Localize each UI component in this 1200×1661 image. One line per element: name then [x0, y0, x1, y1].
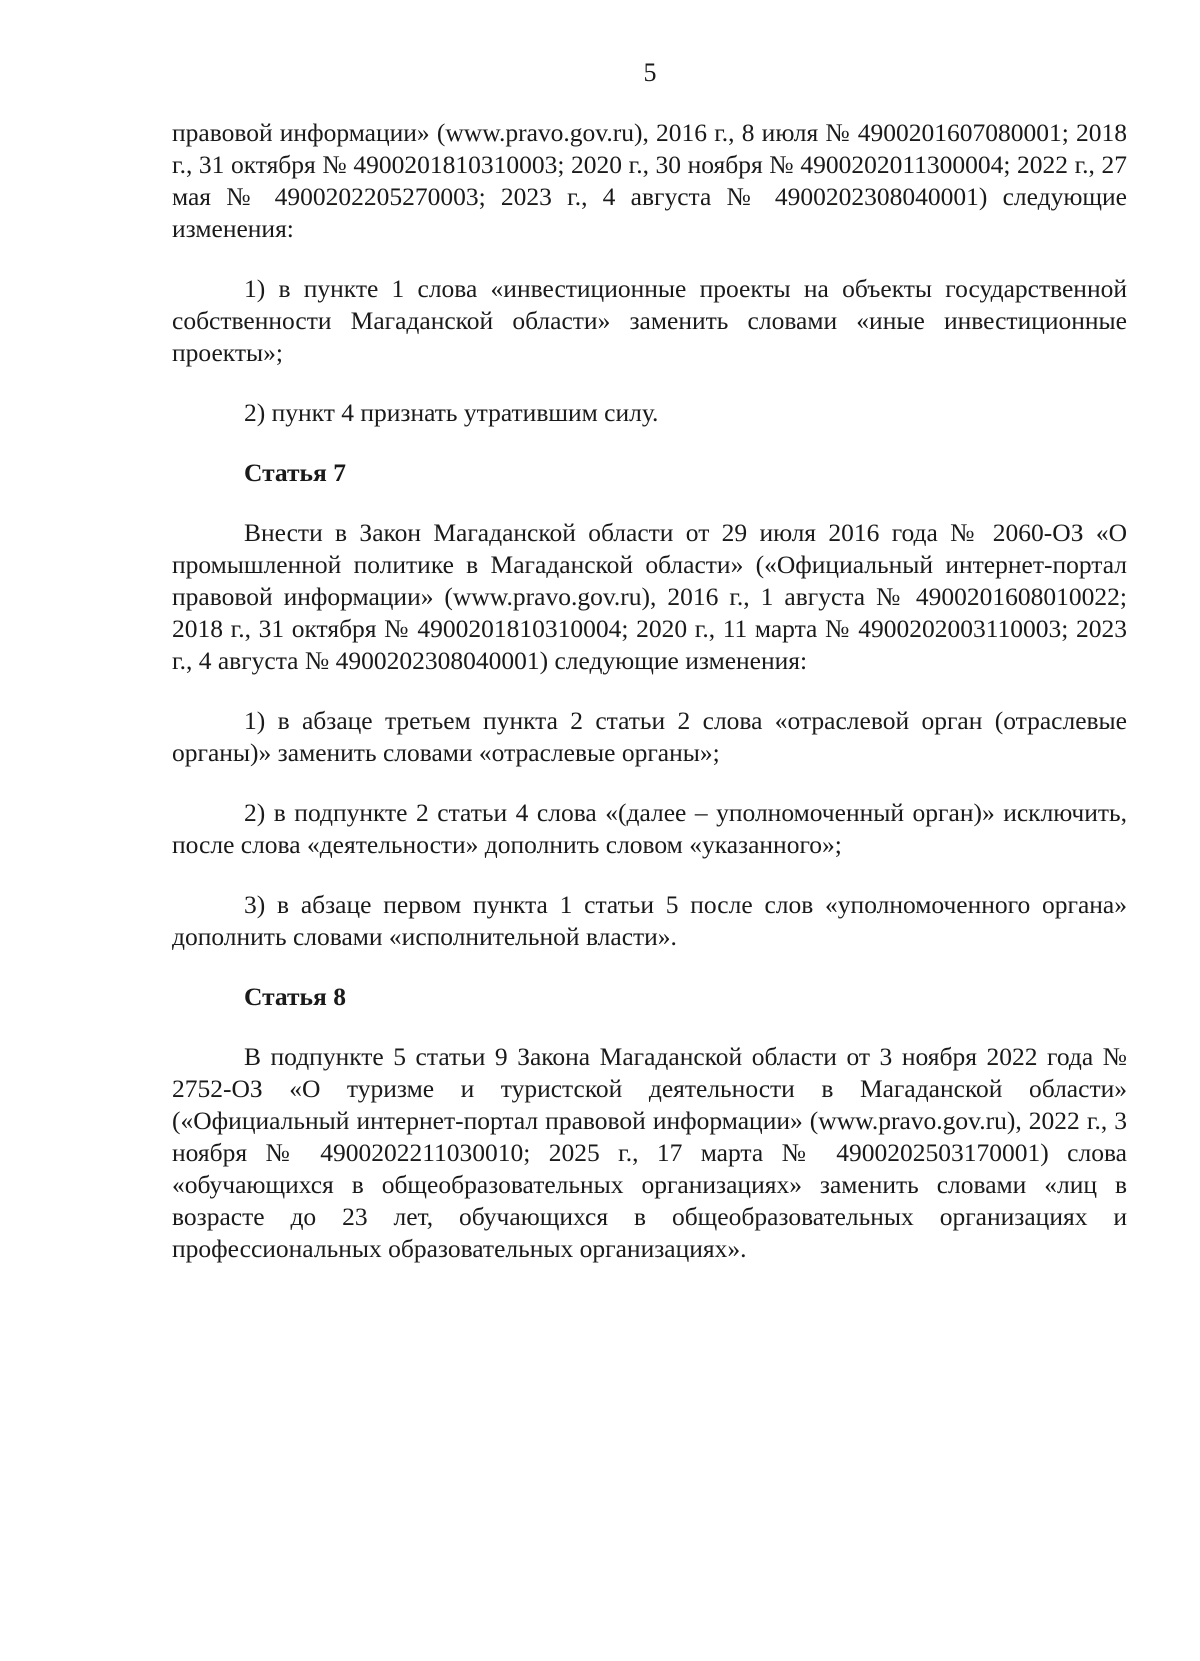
article-8-heading: Статья 8 — [244, 982, 346, 1011]
article-8-paragraph: В подпункте 5 статьи 9 Закона Магаданской области от 3 ноября 2022 года № 2752-ОЗ «О туризме и туристской деятельности в Магаданской области» («Официальный интернет-портал правовой информации» (www.pravo.gov.ru), 2022 г., 3 ноября № 4900202211030010; 2025 г., 17 марта № 4900202503170001) слова «обучающихся в общеобразовательных организациях» заменить словами «лиц в возрасте до 23 лет, обучающихся в общеобразовательных организациях и профессиональных образовательных организациях». — [172, 1042, 1127, 1263]
article-7-item-2: 2) в подпункте 2 статьи 4 слова «(далее – уполномоченный орган)» исключить, после слова «деятельности» дополнить словом «указанного»; — [172, 798, 1127, 859]
article-7-heading: Статья 7 — [244, 458, 346, 487]
article-7-item-3: 3) в абзаце первом пункта 1 статьи 5 после слов «уполномоченного органа» дополнить словами «исполнительной власти». — [172, 890, 1127, 951]
page-number: 5 — [643, 58, 657, 87]
article-7-item-1: 1) в абзаце третьем пункта 2 статьи 2 слова «отраслевой орган (отраслевые органы)» заменить словами «отраслевые органы»; — [172, 706, 1127, 767]
article-6-item-1: 1) в пункте 1 слова «инвестиционные проекты на объекты государственной собственности Магаданской области» заменить словами «иные инвестиционные проекты»; — [172, 274, 1127, 367]
article-7-paragraph: Внести в Закон Магаданской области от 29 июля 2016 года № 2060-ОЗ «О промышленной политике в Магаданской области» («Официальный интернет-портал правовой информации» (www.pravo.gov.ru), 2016 г., 1 августа № 4900201608010022; 2018 г., 31 октября № 4900201810310004; 2020 г., 11 марта № 4900202003110003; 2023 г., 4 августа № 4900202308040001) следующие изменения: — [172, 518, 1127, 675]
document-body — [172, 117, 1127, 1265]
article-6-item-2: 2) пункт 4 признать утратившим силу. — [244, 398, 659, 427]
intro-paragraph: правовой информации» (www.pravo.gov.ru), 2016 г., 8 июля № 4900201607080001; 2018 г., 31 октября № 4900201810310003; 2020 г., 30 ноября № 4900202011300004; 2022 г., 27 мая № 4900202205270003; 2023 г., 4 августа № 4900202308040001) следующие изменения: — [172, 118, 1127, 243]
